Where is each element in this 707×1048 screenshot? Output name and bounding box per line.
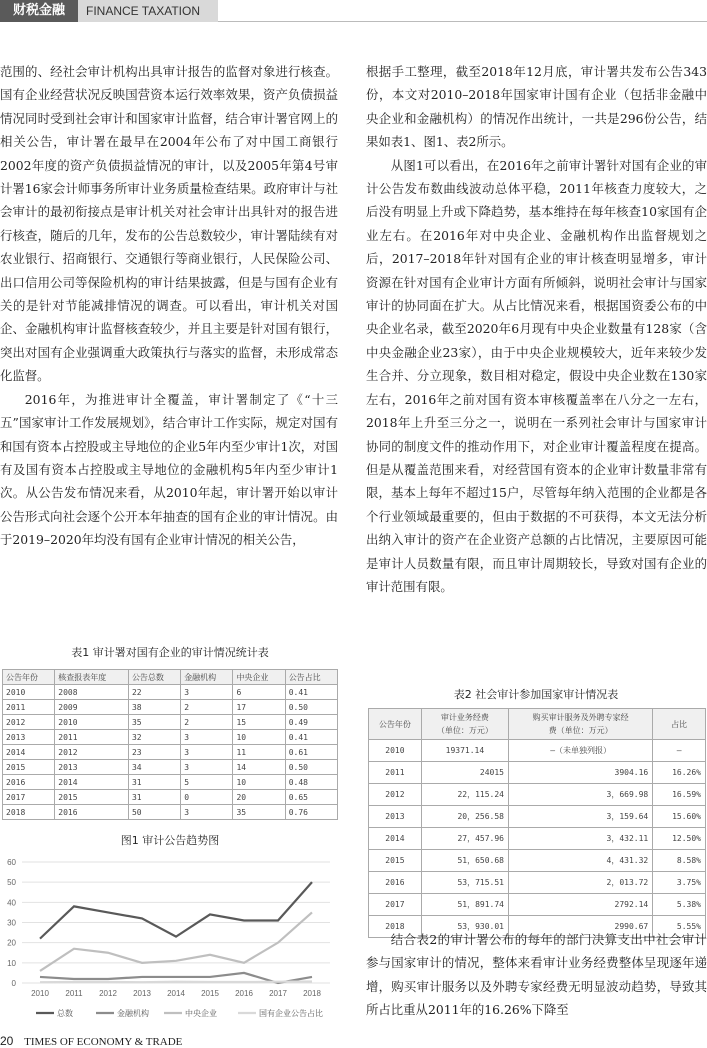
- table1: [2, 669, 338, 820]
- paragraph: 根据手工整理，截至2018年12月底，审计署共发布公告343份，本文对2010–2018年国家审计国有企业（包括非金融中央企业和金融机构）的情况作出统计，一共是296份公告，结果如表1、图1、表2所示。: [366, 64, 707, 150]
- table2-caption: 表2 社会审计参加国家审计情况表: [453, 688, 619, 701]
- x-tick-label: 2017: [269, 989, 287, 998]
- column-header: 核查报表年度: [55, 670, 129, 685]
- table-cell: 2018: [3, 805, 55, 820]
- table-cell: 0.50: [285, 760, 337, 775]
- paragraph: 范围的、经社会审计机构出具审计报告的监督对象进行核查。国有企业经营状况反映国营资本运行效率效果，资产负债损益情况同时受到社会审计和国家审计监督，结合审计署官网上的相关公告，审计署在最早在2004年公布了对中国工商银行2002年度的资产负债损益情况的审计，以及2005年第4号审计署16家会计师事务所审计业务质量检查结果。政府审计与社会审计的最初衔接点是审计机关对社会审计出具针对的报告进行核查，随后的几年，发布的公告总数较少，审计署陆续有对农业银行、招商银行、交通银行等商业银行，人民保险公司、出口信用公司等保险机构的审计结果披露，但是与国有企业有关的是针对节能减排情况的调查。可以看出，审计机关对国企、金融机构审计监督核查较少，并且主要是针对国有银行，突出对国有企业强调重大政策执行与落实的监督，未形成常态化监督。: [0, 64, 338, 384]
- table-cell: 3，432.11: [508, 828, 652, 850]
- table-cell: 22，115.24: [421, 784, 508, 806]
- table-cell: 12.50%: [653, 828, 706, 850]
- table-header-row: [369, 709, 706, 740]
- table-cell: 11: [233, 745, 285, 760]
- table-cell: 2010: [55, 715, 129, 730]
- figure1-caption: 图1 审计公告趋势图: [120, 834, 220, 847]
- table-cell: 14: [233, 760, 285, 775]
- section-title-cn: 财税金融: [0, 0, 78, 22]
- table-cell: 5: [181, 775, 233, 790]
- table-cell: 2011: [3, 700, 55, 715]
- journal-name: TIMES OF ECONOMY & TRADE: [24, 1036, 183, 1048]
- table-cell: 2012: [3, 715, 55, 730]
- legend-label: 总数: [57, 1009, 73, 1018]
- table-cell: 2016: [369, 872, 422, 894]
- table-cell: 2011: [55, 730, 129, 745]
- table-row: [3, 715, 338, 730]
- table-cell: 50: [128, 805, 180, 820]
- column-header: 中央企业: [233, 670, 285, 685]
- table-row: [3, 790, 338, 805]
- table-cell: —（未单独列报）: [508, 740, 652, 762]
- table2: [368, 708, 706, 938]
- table1-caption: 表1 审计署对国有企业的审计情况统计表: [71, 646, 269, 659]
- x-tick-label: 2018: [303, 989, 321, 998]
- column-header: 占比: [653, 709, 706, 740]
- table-cell: 16.59%: [653, 784, 706, 806]
- table-cell: 8.58%: [653, 850, 706, 872]
- table-row: [3, 775, 338, 790]
- table-cell: 35: [128, 715, 180, 730]
- table-cell: 2015: [55, 790, 129, 805]
- table-row: [369, 850, 706, 872]
- table-cell: 0.41: [285, 730, 337, 745]
- table-row: [369, 806, 706, 828]
- table-cell: 2: [181, 700, 233, 715]
- series-line: [40, 981, 312, 982]
- table-row: [3, 760, 338, 775]
- y-tick-label: 30: [7, 918, 16, 928]
- table-cell: 19371.14: [421, 740, 508, 762]
- table-row: [3, 730, 338, 745]
- table-cell: —: [653, 740, 706, 762]
- table-cell: 2016: [3, 775, 55, 790]
- paragraph: 结合表2的审计署公布的每年的部门决算支出中社会审计参与国家审计的情况，整体来看审计业务经费整体呈现逐年递增，购买审计服务以及外聘专家经费无明显波动趋势，导致其所占比重从2011年的16.26%下降至: [366, 932, 707, 1018]
- legend-label: 金融机构: [117, 1009, 149, 1018]
- table-cell: 6: [233, 685, 285, 700]
- x-tick-label: 2015: [201, 989, 219, 998]
- table-cell: 53，715.51: [421, 872, 508, 894]
- column-header: 公告总数: [128, 670, 180, 685]
- table-cell: 2014: [55, 775, 129, 790]
- table-cell: 2013: [369, 806, 422, 828]
- table-cell: 2008: [55, 685, 129, 700]
- table-cell: 10: [233, 775, 285, 790]
- right-column-bottom: [366, 928, 707, 1022]
- table-cell: 2013: [55, 760, 129, 775]
- table-cell: 0.50: [285, 700, 337, 715]
- table-cell: 0.76: [285, 805, 337, 820]
- table-cell: 3.75%: [653, 872, 706, 894]
- table-row: [369, 872, 706, 894]
- table-cell: 35: [233, 805, 285, 820]
- table-cell: 2010: [3, 685, 55, 700]
- table-cell: 20，256.58: [421, 806, 508, 828]
- table-cell: 31: [128, 775, 180, 790]
- x-tick-label: 2013: [133, 989, 151, 998]
- left-column: [0, 60, 338, 552]
- table-cell: 2，013.72: [508, 872, 652, 894]
- table-cell: 2018: [369, 916, 422, 938]
- table-cell: 3: [181, 685, 233, 700]
- page-number: 20: [0, 1034, 14, 1048]
- table-header-row: [3, 670, 338, 685]
- table-cell: 2012: [55, 745, 129, 760]
- table-row: [3, 685, 338, 700]
- header-rule: [218, 21, 707, 22]
- y-tick-label: 10: [7, 958, 16, 968]
- table-cell: 24015: [421, 762, 508, 784]
- paragraph: 从图1可以看出，在2016年之前审计署针对国有企业的审计公告发布数曲线波动总体平稳，2011年核查力度较大，之后没有明显上升或下降趋势，基本维持在每年核查10家国有企业左右。在2016年对中央企业、金融机构作出监督规划之后，2017–2018年针对国有企业的审计核查明显增多，审计资源在针对国有企业审计方面有所倾斜，说明社会审计与国家审计的协同面在扩大。从占比情况来看，根据国资委公布的中央企业名录，截至2020年6月现有中央企业数量有128家（含中央金融企业23家），由于中央企业规模较大，近年来较少发生合并、分立现象，数目相对稳定，假设中央企业数在130家左右，2016年之前对国有资本审核覆盖率在八分之一左右，2018年上升至三分之一，说明在一系列社会审计与国家审计协同的制度文件的推动作用下，对企业审计覆盖程度在提高。但是从覆盖范围来看，对经营国有资本的企业审计数量非常有限，基本上每年不超过15户，尽管每年纳入范围的企业都是各个行业领域最重要的，但由于数据的不可获得，本文无法分析出纳入审计的资产在企业资产总额的占比情况，主要原因可能是审计人员数量有限，而且审计周期较长，导致对国有企业的审计范围有限。: [366, 157, 707, 594]
- table-row: [369, 894, 706, 916]
- table-cell: 51，891.74: [421, 894, 508, 916]
- right-column: [366, 60, 707, 598]
- legend-label: 国有企业公告占比: [259, 1009, 323, 1018]
- table-cell: 0.65: [285, 790, 337, 805]
- table-cell: 0.49: [285, 715, 337, 730]
- table-cell: 3: [181, 745, 233, 760]
- table-cell: 10: [233, 730, 285, 745]
- table-cell: 2015: [3, 760, 55, 775]
- legend-label: 中央企业: [185, 1009, 217, 1018]
- column-header: 公告占比: [285, 670, 337, 685]
- table-cell: 2: [181, 715, 233, 730]
- section-title-en: FINANCE TAXATION: [78, 0, 218, 22]
- table-cell: 5.38%: [653, 894, 706, 916]
- y-tick-label: 0: [11, 979, 16, 988]
- column-header: 审计业务经费 （单位：万元）: [421, 709, 508, 740]
- x-tick-label: 2011: [65, 989, 83, 998]
- table-cell: 32: [128, 730, 180, 745]
- table-cell: 4，431.32: [508, 850, 652, 872]
- table-cell: 16.26%: [653, 762, 706, 784]
- table-cell: 34: [128, 760, 180, 775]
- table-cell: 23: [128, 745, 180, 760]
- page-header: [0, 0, 707, 26]
- table-cell: 2014: [3, 745, 55, 760]
- table-cell: 2014: [369, 828, 422, 850]
- table-cell: 3904.16: [508, 762, 652, 784]
- table-cell: 2009: [55, 700, 129, 715]
- table-cell: 2015: [369, 850, 422, 872]
- table-cell: 22: [128, 685, 180, 700]
- table-cell: 2017: [3, 790, 55, 805]
- paragraph: 2016年，为推进审计全覆盖，审计署制定了《“十三五”国家审计工作发展规划》，结合审计工作实际，规定对国有和国有资本占控股或主导地位的企业5年内至少审计1次，对国有及国有资本占控股或主导地位的金融机构5年内至少审计1次。从公告发布情况来看，从2010年起，审计署开始以审计公告形式向社会逐个公开本年抽查的国有企业的审计情况。由于2019–2020年均没有国有企业审计情况的相关公告，: [0, 391, 338, 548]
- table-cell: 51，650.68: [421, 850, 508, 872]
- table-cell: 17: [233, 700, 285, 715]
- table-cell: 2010: [369, 740, 422, 762]
- table-row: [3, 745, 338, 760]
- table-cell: 27，457.96: [421, 828, 508, 850]
- table-cell: 15.60%: [653, 806, 706, 828]
- table-cell: 0.61: [285, 745, 337, 760]
- y-tick-label: 40: [7, 898, 16, 908]
- table-cell: 2990.67: [508, 916, 652, 938]
- table-cell: 2012: [369, 784, 422, 806]
- table-cell: 38: [128, 700, 180, 715]
- column-header: 公告年份: [3, 670, 55, 685]
- y-tick-label: 60: [7, 858, 16, 867]
- x-tick-label: 2010: [31, 989, 49, 998]
- table-cell: 5.55%: [653, 916, 706, 938]
- table-cell: 2011: [369, 762, 422, 784]
- y-tick-label: 20: [7, 938, 16, 948]
- table-cell: 2792.14: [508, 894, 652, 916]
- column-header: 购买审计服务及外聘专家经 费（单位：万元）: [508, 709, 652, 740]
- table-cell: 2016: [55, 805, 129, 820]
- table-cell: 3，159.64: [508, 806, 652, 828]
- column-header: 金融机构: [181, 670, 233, 685]
- table-row: [369, 762, 706, 784]
- y-tick-label: 50: [7, 878, 16, 888]
- table-cell: 2017: [369, 894, 422, 916]
- trend-chart: [0, 852, 338, 1028]
- table-cell: 53，930.01: [421, 916, 508, 938]
- x-tick-label: 2016: [235, 989, 253, 998]
- table-cell: 3: [181, 730, 233, 745]
- table-cell: 2013: [3, 730, 55, 745]
- table-cell: 3: [181, 805, 233, 820]
- table-row: [3, 700, 338, 715]
- table-cell: 0.48: [285, 775, 337, 790]
- table-cell: 0.41: [285, 685, 337, 700]
- table-row: [369, 828, 706, 850]
- table-cell: 3，669.98: [508, 784, 652, 806]
- table-cell: 0: [181, 790, 233, 805]
- x-tick-label: 2014: [167, 989, 185, 998]
- table-row: [369, 740, 706, 762]
- table-row: [369, 784, 706, 806]
- table-cell: 20: [233, 790, 285, 805]
- series-line: [40, 882, 312, 938]
- table-cell: 31: [128, 790, 180, 805]
- table-row: [3, 805, 338, 820]
- x-tick-label: 2012: [99, 989, 117, 998]
- table-cell: 15: [233, 715, 285, 730]
- column-header: 公告年份: [369, 709, 422, 740]
- table-cell: 3: [181, 760, 233, 775]
